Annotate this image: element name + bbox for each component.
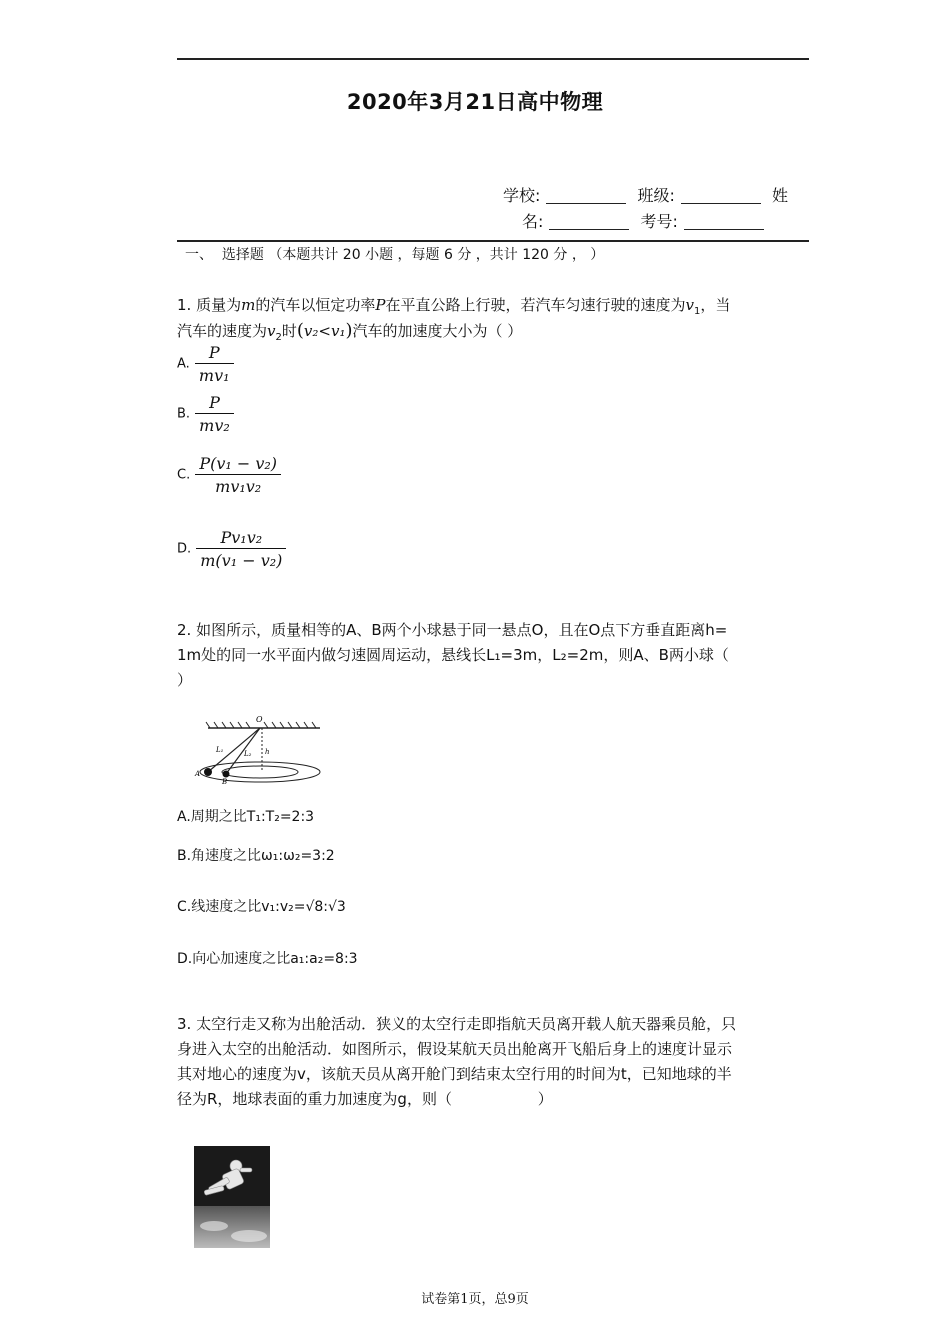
top-rule [177, 58, 809, 60]
label-L1: L₁ [216, 746, 224, 754]
exam-no-blank[interactable] [684, 215, 764, 230]
q1-line-1: 1. 质量为m的汽车以恒定功率P在平直公路上行驶，若汽车匀速行驶的速度为$v_1$，当 [177, 296, 731, 317]
q3-line-1: 3. 太空行走又称为出舱活动．狭义的太空行走即指航天员离开载人航天器乘员舱，只 [177, 1015, 737, 1033]
label-L2: L₂ [244, 750, 252, 758]
q2-pendulum-figure [190, 712, 330, 787]
q1-option-c-fraction: $\frac{\text{P(v₁ − v₂)}}{\text{mv₁v₂}}$ [195, 454, 281, 496]
label-B: B [222, 778, 228, 786]
q2-line-2: 1m处的同一水平面内做匀速圆周运动，悬线长L₁=3m，L₂=2m，则A、B两小球（ [177, 646, 729, 664]
q1-option-a-fraction: $\frac{P}{\text{mv₁}}$ [195, 343, 234, 385]
q2-line-3: ） [177, 671, 193, 689]
exam-no-label: 考号: [640, 212, 678, 231]
q1-option-a[interactable]: A. $\frac{P}{\text{mv₁}}$ [177, 343, 234, 385]
q1-option-b[interactable]: B. $\frac{P}{\text{mv₂}}$ [177, 393, 234, 435]
q1-option-b-fraction: $\frac{P}{\text{mv₂}}$ [195, 393, 234, 435]
section-rule [177, 240, 809, 242]
label-h: h [265, 748, 270, 756]
name-label-a: 姓 [772, 186, 789, 205]
q1-line-2: 汽车的速度为$v_2$时(v₂<v₁)汽车的加速度大小为（ ） [177, 320, 523, 343]
class-blank[interactable] [681, 189, 761, 204]
class-label: 班级: [637, 186, 675, 205]
name-label-b: 名: [522, 212, 544, 231]
page-footer: 试卷第1页，总9页 [421, 1292, 529, 1307]
q1-option-d-fraction: $\frac{\text{Pv₁v₂}}{\text{m(v₁ − v₂)}}$ [196, 528, 286, 570]
section-heading: 一、 选择题 （本题共计 20 小题 ，每题 6 分 ，共计 120 分 ， ） [185, 247, 605, 263]
q3-line-4: 径为R，地球表面的重力加速度为g，则（ ） [177, 1090, 553, 1108]
q1-option-d[interactable]: D. $\frac{\text{Pv₁v₂}}{\text{m(v₁ − v₂)}}$ [177, 528, 286, 570]
q3-line-3: 其对地心的速度为v，该航天员从离开舱门到结束太空行用的时间为t，已知地球的半 [177, 1065, 732, 1083]
q2-option-c[interactable]: C.线速度之比v₁:v₂=√8:√3 [177, 899, 346, 915]
q3-astronaut-photo [194, 1146, 270, 1248]
q2-line-1: 2. 如图所示，质量相等的A、B两个小球悬于同一悬点O，且在O点下方垂直距离h= [177, 621, 728, 639]
q1-option-c[interactable]: C. $\frac{\text{P(v₁ − v₂)}}{\text{mv₁v₂}}$ [177, 454, 281, 496]
page-title: 2020年3月21日高中物理 [346, 90, 604, 114]
label-A: A [195, 770, 201, 778]
q2-option-a[interactable]: A.周期之比T₁:T₂=2:3 [177, 809, 315, 825]
name-blank[interactable] [549, 215, 629, 230]
school-label: 学校: [503, 186, 541, 205]
q3-line-2: 身进入太空的出舱活动．如图所示，假设某航天员出舱离开飞船后身上的速度计显示 [177, 1040, 733, 1058]
q2-option-d[interactable]: D.向心加速度之比a₁:a₂=8:3 [177, 951, 358, 967]
info-row-2 [522, 209, 770, 232]
school-blank[interactable] [546, 189, 626, 204]
q2-option-b[interactable]: B.角速度之比ω₁:ω₂=3:2 [177, 848, 335, 864]
label-O: O [256, 715, 263, 724]
info-row-1 [503, 183, 788, 206]
